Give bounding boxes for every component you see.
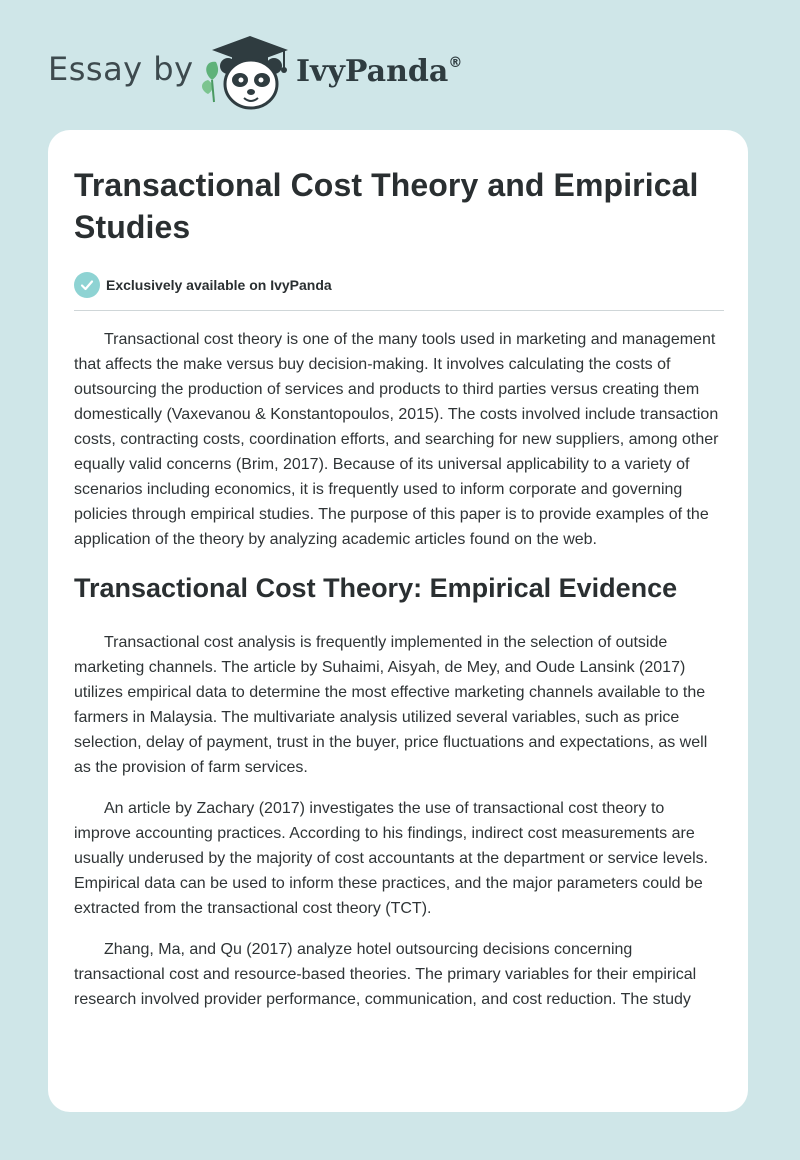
brand-name[interactable] [296, 54, 462, 89]
section-heading: Transactional Cost Theory: Empirical Evidence [74, 573, 678, 603]
exclusive-label: Exclusively available on IvyPanda [106, 277, 332, 293]
paragraph: Transactional cost analysis is frequently implemented in the selection of outside marketing channels. The article by Suhaimi, Aisyah, de Mey, and Oude Lansink (2017) utilizes empirical data to determine the most effective marketing channels available to the farmers in Malaysia. The multivariate analysis utilized several variables, such as price selection, delay of payment, trust in the buyer, price fluctuations and expectations, as well as the provision of farm services. [74, 634, 708, 776]
paragraph: Zhang, Ma, and Qu (2017) analyze hotel outsourcing decisions concerning transactional cost and resource-based theories. The primary variables for their empirical research involved provider performance, communication, and cost reduction. The study [74, 941, 697, 1008]
site-header [0, 0, 800, 130]
page-title: Transactional Cost Theory and Empirical Studies [74, 167, 699, 245]
essay-card [48, 130, 748, 1112]
paragraph: An article by Zachary (2017) investigates the use of transactional cost theory to improve accounting practices. According to his findings, indirect cost measurements are usually underused by the majority of cost accountants at the department or service levels. Empirical data can be used to inform these practices, and the major parameters could be extracted from the transactional cost theory (TCT). [74, 800, 709, 917]
essay-by-label: Essay by [48, 50, 194, 88]
brand-label: IvyPanda [296, 54, 449, 89]
essay-content [74, 164, 724, 1012]
exclusive-badge [74, 272, 724, 298]
panda-logo-icon[interactable] [198, 32, 294, 112]
paragraph: Transactional cost theory is one of the many tools used in marketing and management that affects the make versus buy decision-making. It involves calculating the costs of outsourcing the production of services and products to third parties versus creating them domestically (Vaxevanou & Konstantopoulos, 2015). The costs involved include transaction costs, contracting costs, coordination efforts, and searching for new suppliers, among other equally valid concerns (Brim, 2017). Because of its universal applicability to a variety of scenarios including economics, it is frequently used to inform corporate and governing policies through empirical studies. The purpose of this paper is to provide examples of the application of the theory by analyzing academic articles found on the web. [74, 331, 719, 548]
check-icon [74, 272, 100, 298]
divider [74, 310, 724, 311]
registered-mark: ® [448, 55, 463, 71]
